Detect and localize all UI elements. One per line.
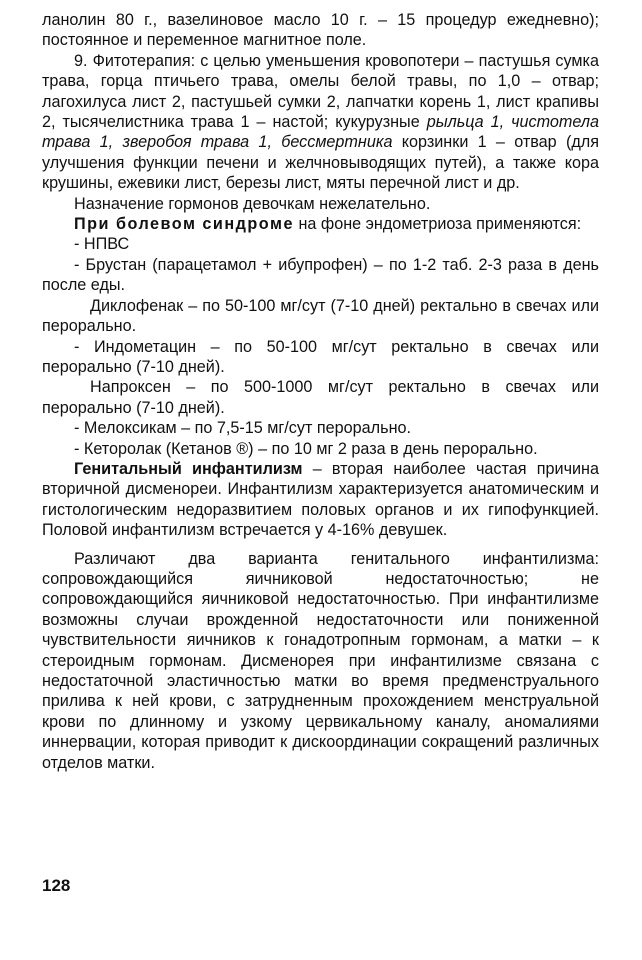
- phytotherapy-italic-text: рыльца 1, чистотела трава 1, зверобоя трава 1, бессмертника: [42, 113, 600, 152]
- paragraph-infantilism-variants: Различают два варианта генитального инфантилизма: сопровождающийся яичниковой недостаточностью; не сопровождающийся яичниковой недостаточностью. При инфантилизме возможны случаи врожденной недостаточности или пониженной чувствительности яичников к гонадотропным гормонам, а матки – к стероидным гормонам. Дисменорея при инфантилизме связана с недостаточной эластичностью матки во время предменструального прилива к ней крови, с затрудненным прохождением менструальной крови по длинному и узкому цервикальному каналу, аномалиями иннервации, которая приводит к дискоординации сокращений различных отделов матки.: [42, 549, 599, 772]
- genital-infantilism-heading: Генитальный инфантилизм: [74, 459, 303, 478]
- paragraph-phytotherapy: [42, 51, 599, 194]
- pain-syndrome-text: на фоне эндометриоза применяются:: [293, 215, 582, 234]
- page-number: 128: [42, 876, 71, 895]
- phytotherapy-text-1: 9. Фитотерапия: с целью уменьшения кровопотери – пастушья сумка трава, горца птичьего трава, омелы белой травы, по 1,0 – отвар; лагохилуса лист 2, пастушьей сумки 2, лапчатки корень 1, лист крапивы 2, тысячелистника трава 1 – настой; кукурузные: [42, 51, 599, 132]
- paragraph-hormones: Назначение гормонов девочкам нежелательно.: [74, 194, 431, 213]
- drug-item-ketorolac: - Кеторолак (Кетанов ®) – по 10 мг 2 раза в день перорально.: [74, 439, 538, 458]
- phytotherapy-text-2: корзинки 1 – отвар (для улучшения функции печени и желчновыводящих путей), а также кора крушины, ежевики лист, березы лист, мяты перечной лист и др.: [42, 133, 599, 193]
- paragraph-physiotherapy-end: ланолин 80 г., вазелиновое масло 10 г. – 15 процедур ежедневно); постоянное и переменное магнитное поле.: [42, 11, 599, 50]
- drug-item-indomethacin: - Индометацин – по 50-100 мг/сут ректально в свечах или перорально (7-10 дней).: [42, 337, 599, 376]
- drug-item-brustan: - Брустан (парацетамол + ибупрофен) – по 1-2 таб. 2-3 раза в день после еды.: [42, 255, 599, 295]
- drug-item-meloxicam: - Мелоксикам – по 7,5-15 мг/сут перорально.: [74, 419, 412, 438]
- drug-item-naproxen: Напроксен – по 500-1000 мг/сут ректально в свечах или перорально (7-10 дней).: [42, 378, 599, 417]
- paragraph-genital-infantilism: [42, 459, 599, 541]
- drug-item-diclofenac: Диклофенак – по 50-100 мг/сут (7-10 дней) ректально в свечах или перорально.: [42, 296, 599, 336]
- drug-item-nsaid: - НПВС: [74, 235, 130, 254]
- page-content: [42, 10, 599, 773]
- paragraph-pain-syndrome: [42, 214, 599, 234]
- pain-syndrome-heading: При болевом синдроме: [74, 215, 294, 234]
- genital-infantilism-text: – вторая наиболее частая причина вторичной дисменореи. Инфантилизм характеризуется анатомическим и гистологическим недоразвитием половых органов и их гипофункцией. Половой инфантилизм встречается у 4-16% девушек.: [42, 459, 599, 540]
